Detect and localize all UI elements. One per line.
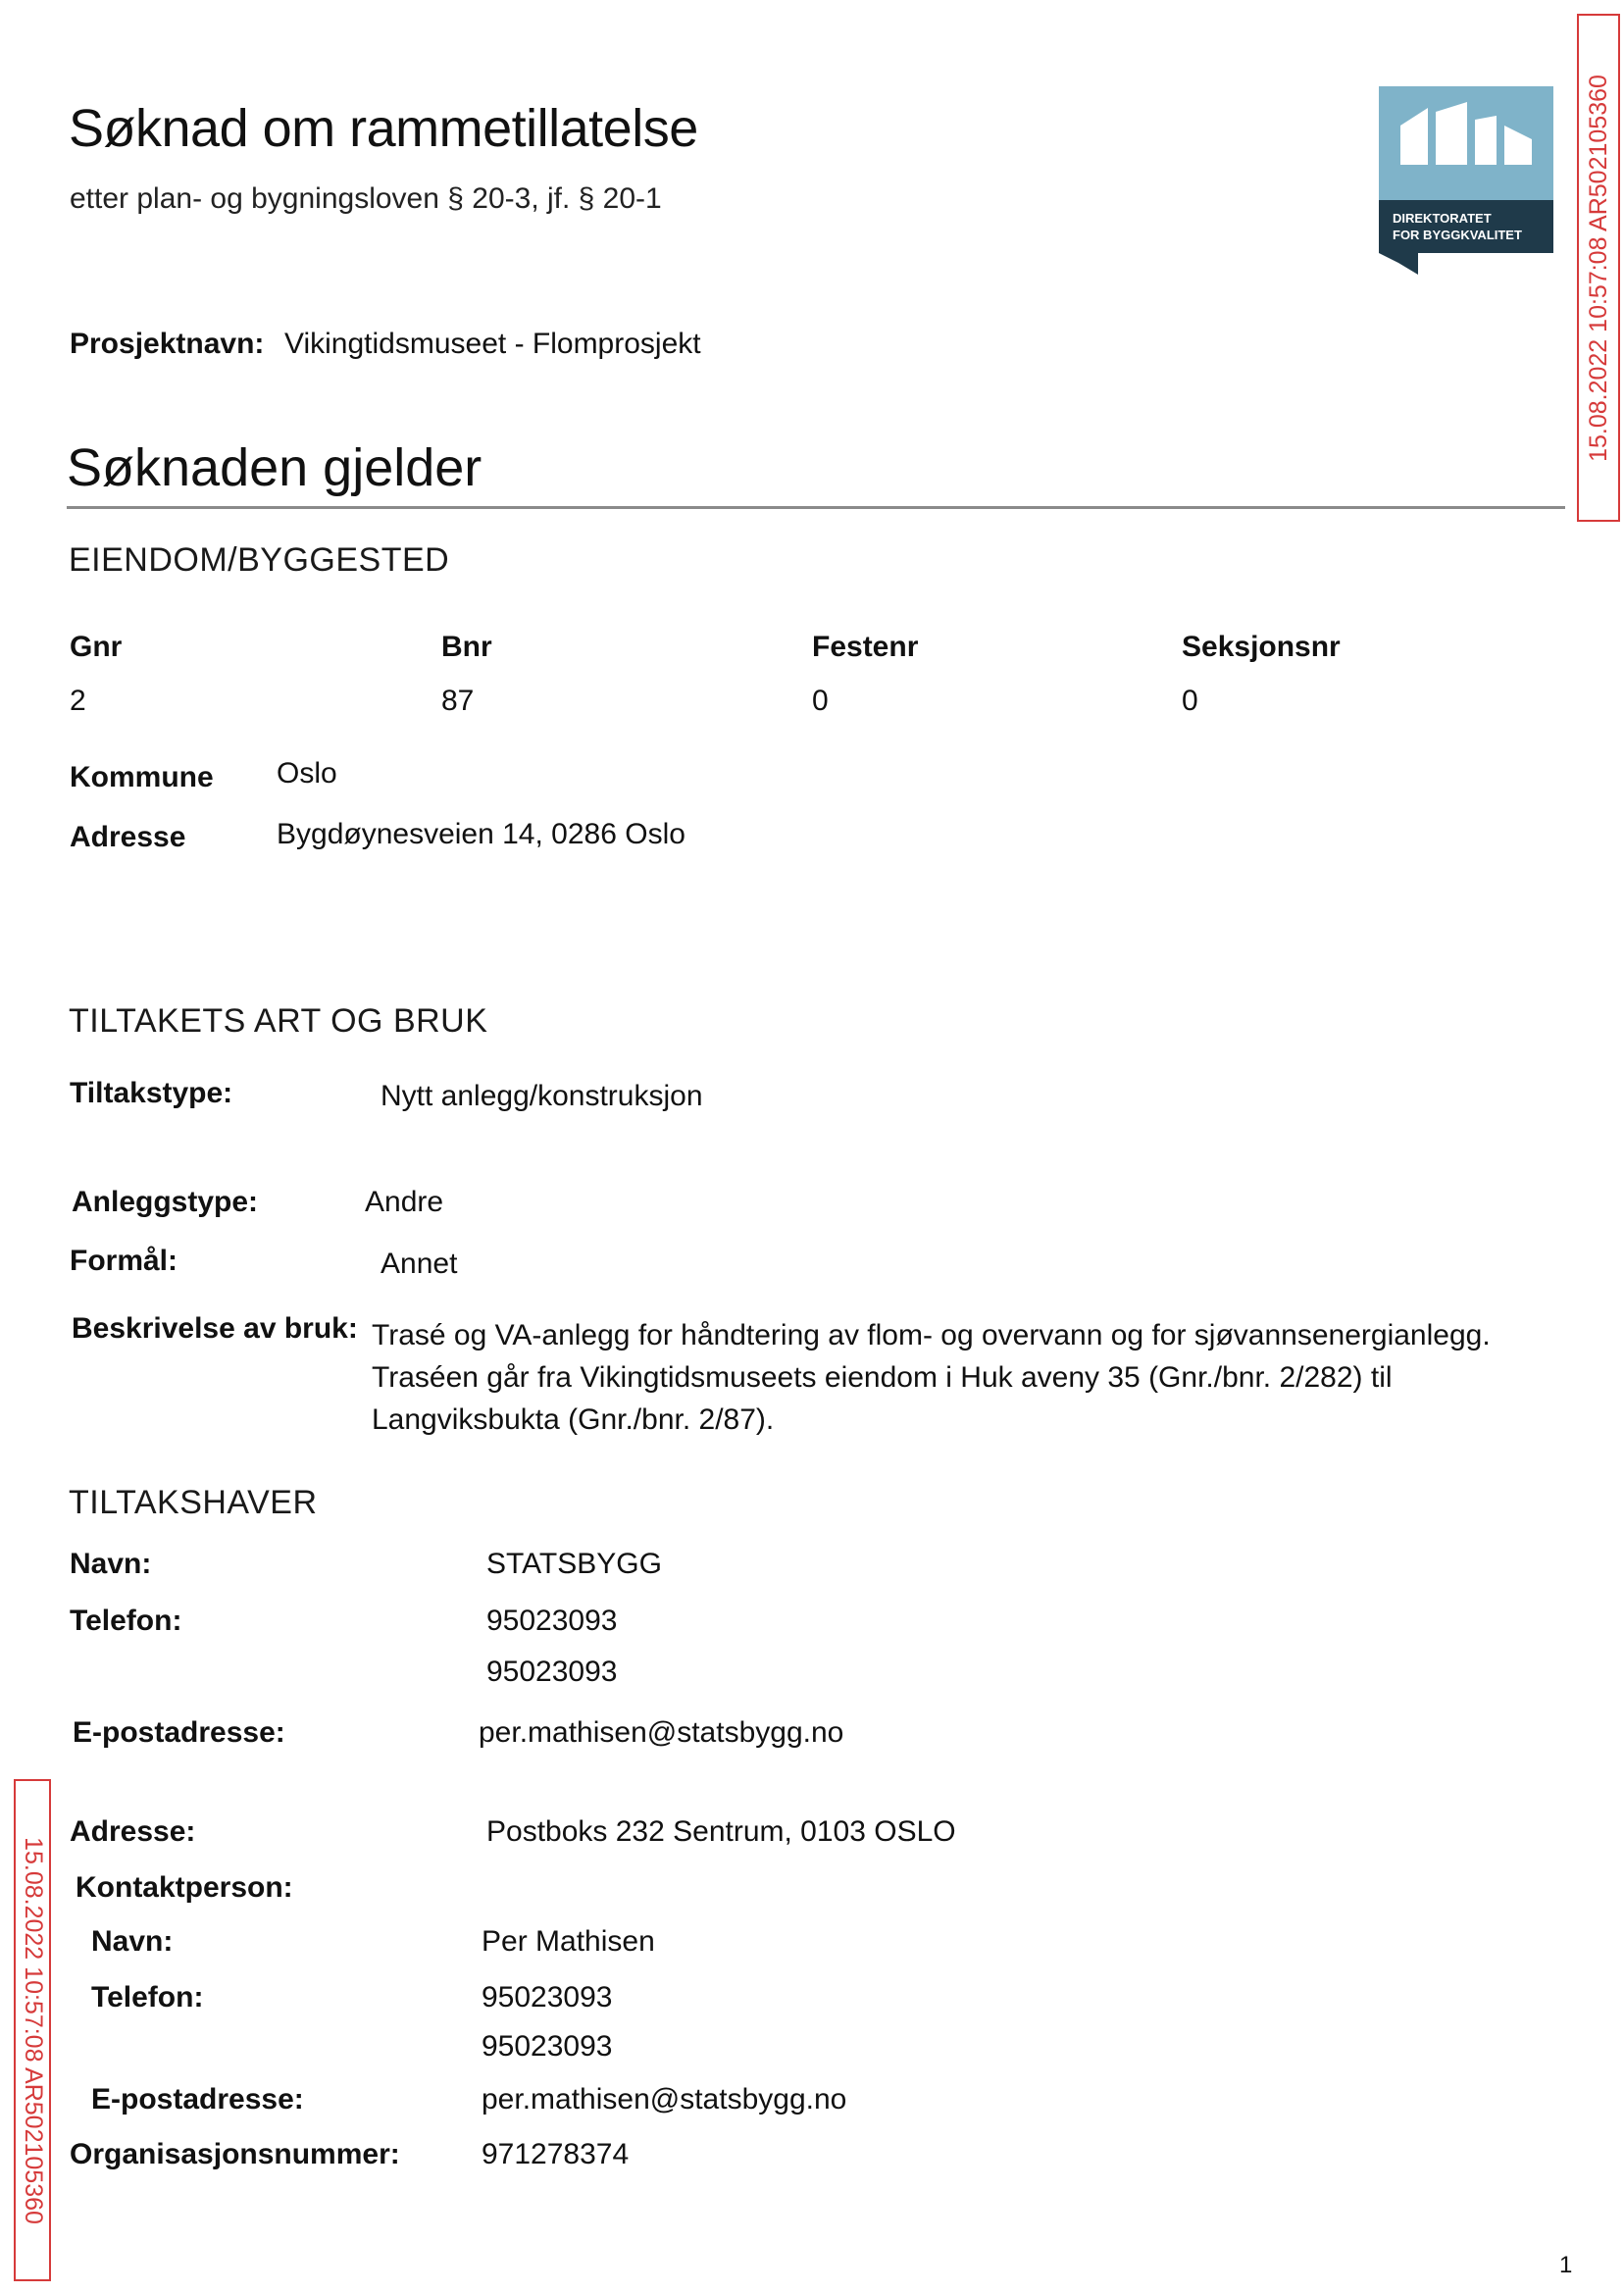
kontakt-navn-label: Navn:	[91, 1925, 174, 1958]
seksjonsnr-header: Seksjonsnr	[1182, 631, 1341, 663]
anleggstype-label: Anleggstype:	[72, 1186, 259, 1218]
building-logo-icon	[1379, 86, 1553, 275]
orgnr-label: Organisasjonsnummer:	[70, 2138, 400, 2170]
festenr-value: 0	[812, 685, 829, 717]
beskrivelse-value: Trasé og VA-anlegg for håndtering av flom- og overvann og for sjøvannsenergianlegg. Traséen går fra Vikingtidsmuseets eiendom i Huk aveny 35 (Gnr./bnr. 2/282) til Langviksbukta (Gnr./bnr. 2/87).	[372, 1319, 1491, 1436]
kommune-label: Kommune	[70, 761, 214, 793]
owner-telefon-value-1: 95023093	[486, 1605, 618, 1637]
kontakt-navn-value: Per Mathisen	[482, 1925, 655, 1958]
owner-epost-value: per.mathisen@statsbygg.no	[479, 1716, 844, 1749]
bnr-value: 87	[441, 685, 475, 717]
formal-value: Annet	[381, 1248, 458, 1280]
gnr-value: 2	[70, 685, 86, 717]
tiltakstype-value: Nytt anlegg/konstruksjon	[381, 1080, 703, 1112]
project-name-value: Vikingtidsmuseet - Flomprosjekt	[284, 328, 701, 360]
registration-stamp-top: 15.08.2022 10:57:08 AR502105360	[1577, 14, 1620, 522]
gnr-header: Gnr	[70, 631, 123, 663]
kontakt-telefon-label: Telefon:	[91, 1981, 204, 2014]
tiltakstype-label: Tiltakstype:	[70, 1077, 233, 1109]
page-number: 1	[1559, 2252, 1573, 2278]
kontakt-telefon-value-2: 95023093	[482, 2030, 613, 2063]
festenr-header: Festenr	[812, 631, 919, 663]
document-subtitle: etter plan- og bygningsloven § 20-3, jf. § 20-1	[70, 182, 662, 215]
dibk-logo	[1379, 86, 1553, 275]
beskrivelse-label: Beskrivelse av bruk:	[72, 1312, 358, 1345]
adresse-value: Bygdøynesveien 14, 0286 Oslo	[277, 818, 685, 850]
owner-epost-label: E-postadresse:	[73, 1716, 285, 1749]
owner-navn-label: Navn:	[70, 1548, 152, 1580]
owner-navn-value: STATSBYGG	[486, 1548, 662, 1580]
formal-label: Formål:	[70, 1245, 178, 1277]
svg-text:DIREKTORATET: DIREKTORATET	[1393, 211, 1492, 226]
section-title: Søknaden gjelder	[67, 438, 482, 497]
section-divider	[67, 506, 1565, 509]
kontaktperson-label: Kontaktperson:	[76, 1871, 293, 1904]
measure-heading: TILTAKETS ART OG BRUK	[69, 1002, 488, 1040]
svg-text:FOR BYGGKVALITET: FOR BYGGKVALITET	[1393, 228, 1522, 242]
owner-heading: TILTAKSHAVER	[69, 1484, 318, 1521]
registration-stamp-bottom: 15.08.2022 10:57:08 AR502105360	[14, 1779, 51, 2281]
kontakt-epost-label: E-postadresse:	[91, 2083, 304, 2116]
anleggstype-value: Andre	[365, 1186, 444, 1218]
project-name-label: Prosjektnavn:	[70, 328, 265, 360]
owner-adresse-value: Postboks 232 Sentrum, 0103 OSLO	[486, 1815, 956, 1848]
kontakt-epost-value: per.mathisen@statsbygg.no	[482, 2083, 847, 2116]
owner-telefon-label: Telefon:	[70, 1605, 182, 1637]
property-heading: EIENDOM/BYGGESTED	[69, 541, 450, 579]
orgnr-value: 971278374	[482, 2138, 630, 2170]
kommune-value: Oslo	[277, 757, 337, 790]
owner-adresse-label: Adresse:	[70, 1815, 196, 1848]
kontakt-telefon-value-1: 95023093	[482, 1981, 613, 2014]
adresse-label: Adresse	[70, 821, 186, 853]
owner-telefon-value-2: 95023093	[486, 1656, 618, 1688]
bnr-header: Bnr	[441, 631, 492, 663]
seksjonsnr-value: 0	[1182, 685, 1198, 717]
document-title: Søknad om rammetillatelse	[69, 99, 698, 158]
